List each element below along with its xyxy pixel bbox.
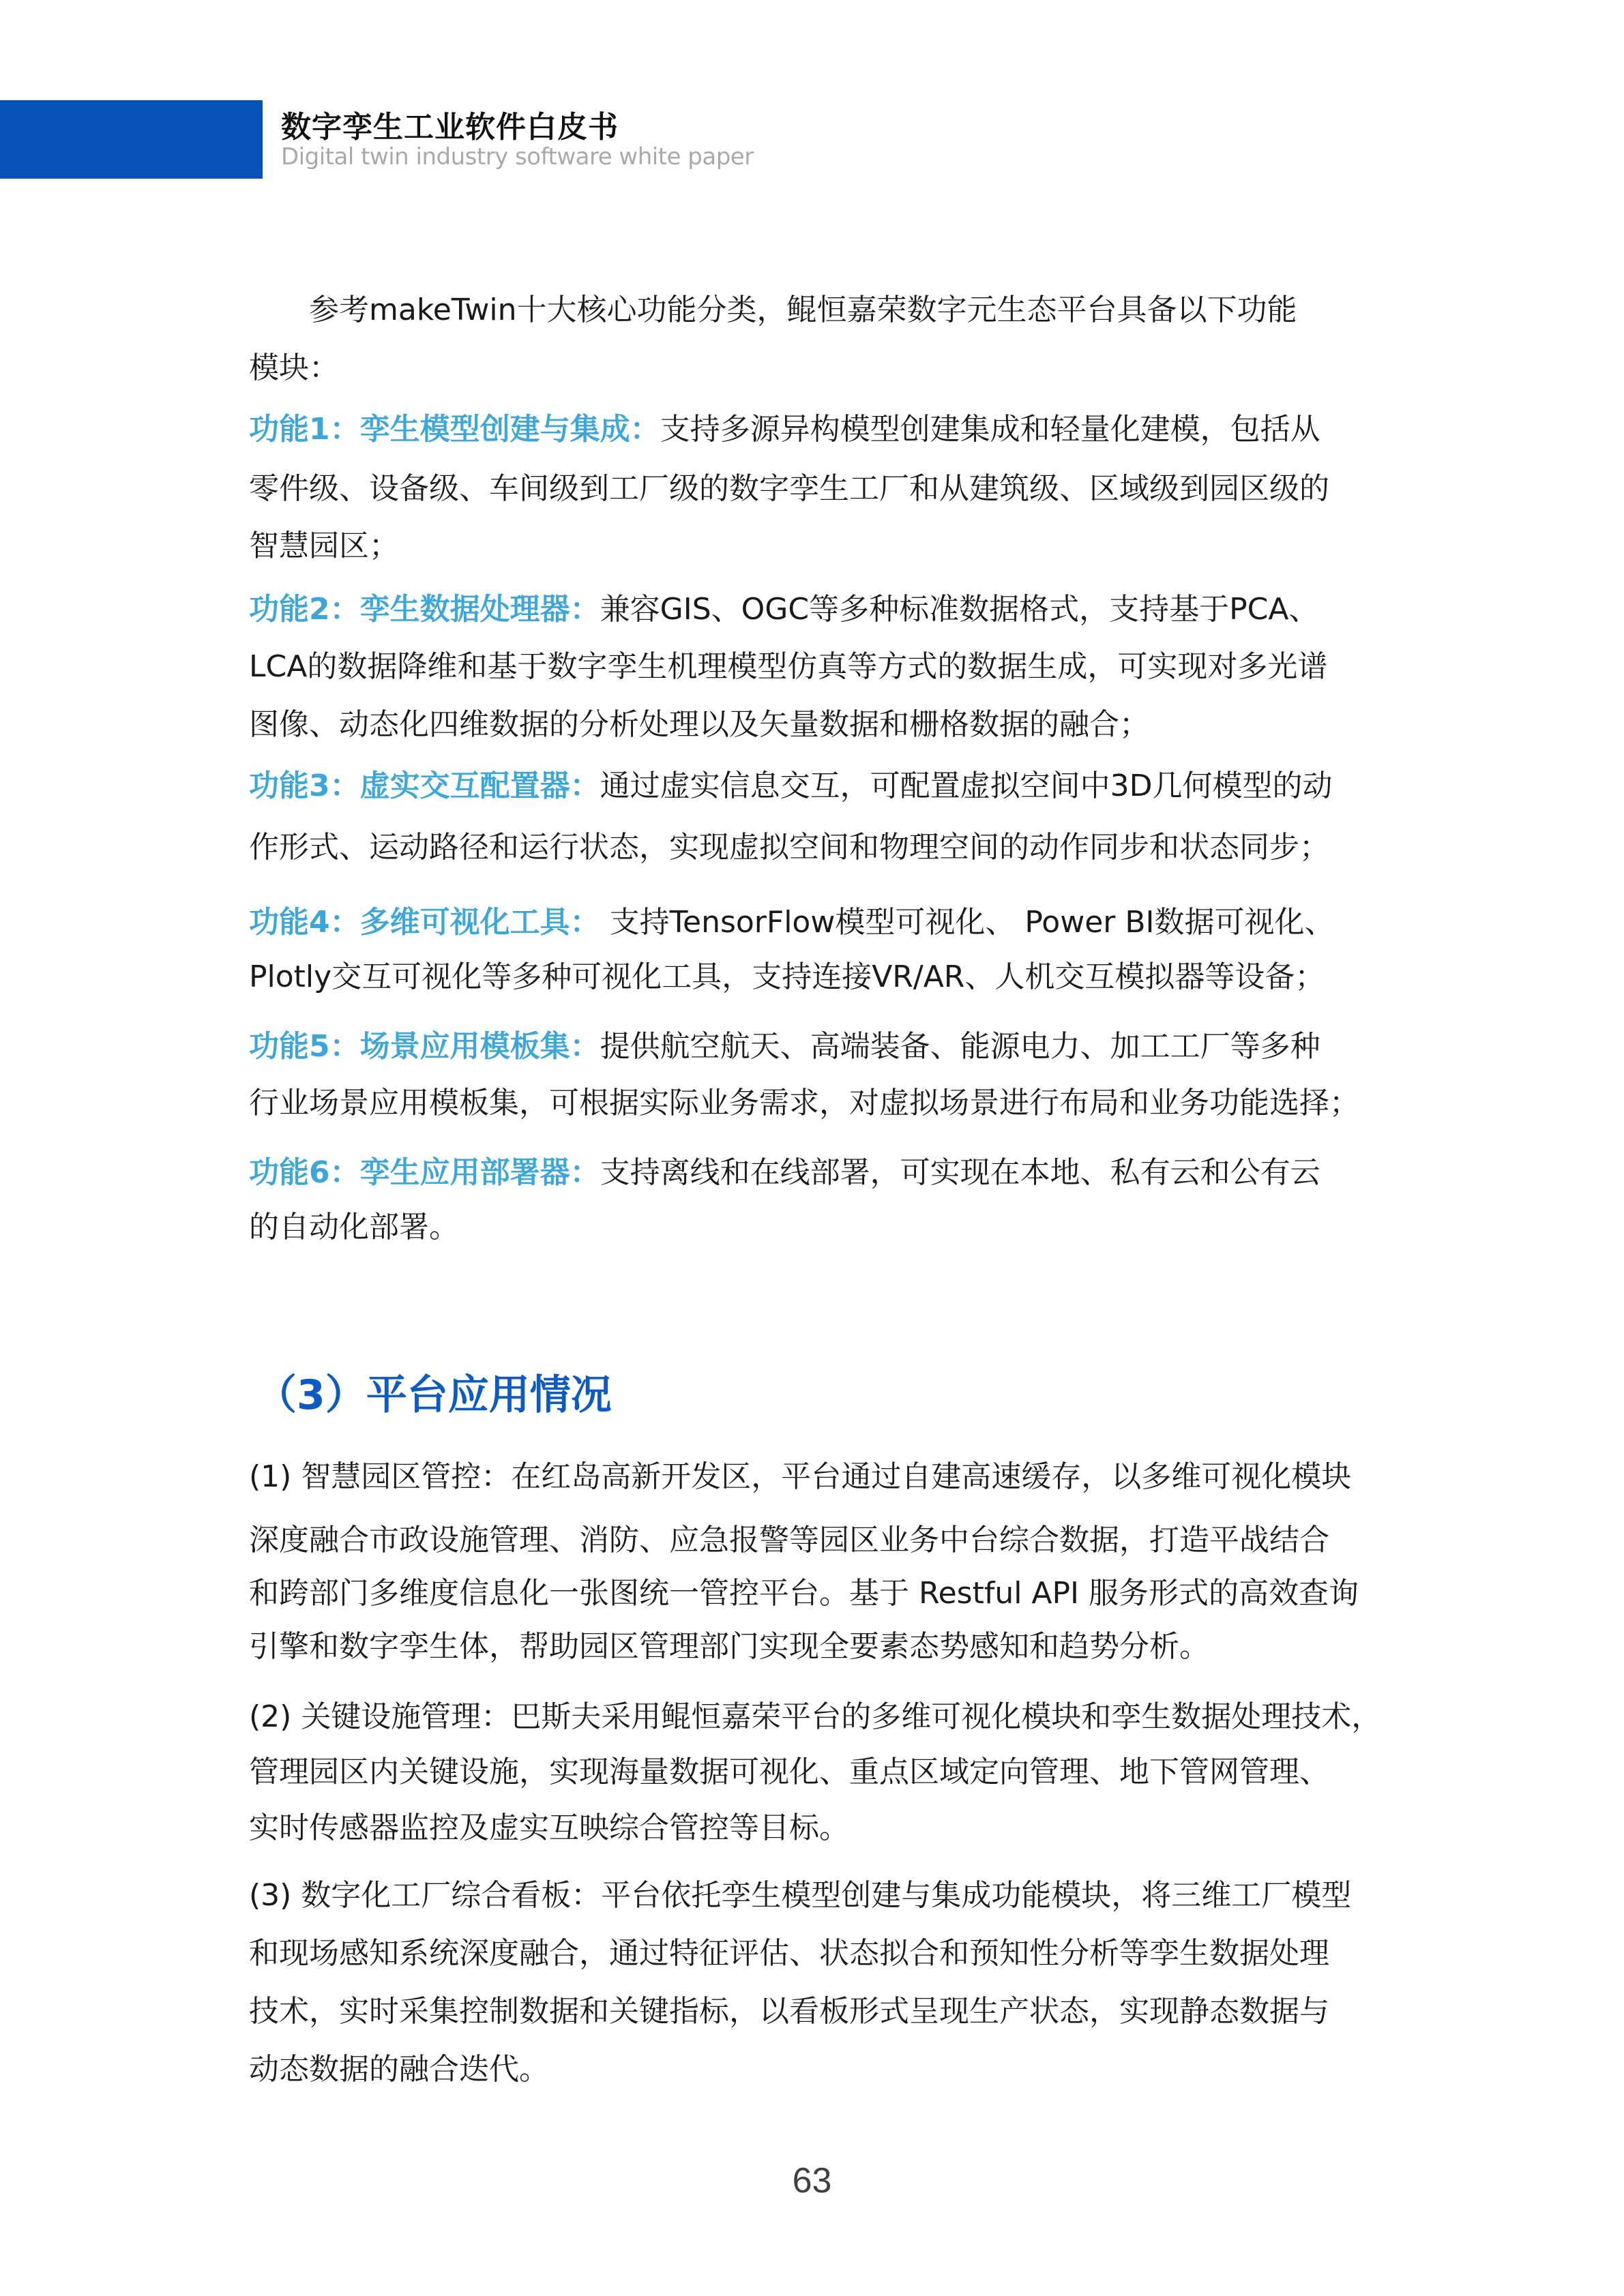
intro-line: 参考makeTwin十大核心功能分类，鲲恒嘉荣数字元生态平台具备以下功能 (249, 293, 1297, 327)
function-text: 支持TensorFlow模型可视化、 Power BI数据可视化、 (600, 905, 1335, 940)
function-label: 功能4：多维可视化工具： (249, 905, 600, 940)
application-line: (2) 关键设施管理：巴斯夫采用鲲恒嘉荣平台的多维可视化模块和孪生数据处理技术， (249, 1699, 1382, 1734)
function-line: 作形式、运动路径和运行状态，实现虚拟空间和物理空间的动作同步和状态同步； (249, 830, 1329, 865)
function-line (249, 766, 1333, 807)
function-label: 功能5：场景应用模板集： (249, 1029, 600, 1064)
function-text: 支持离线和在线部署，可实现在本地、私有云和公有云 (600, 1155, 1320, 1190)
function-line (249, 409, 1320, 450)
intro-line: 模块： (249, 351, 339, 385)
application-line: 和现场感知系统深度融合，通过特征评估、状态拟合和预知性分析等孪生数据处理 (249, 1936, 1329, 1971)
function-line: LCA的数据降维和基于数字孪生机理模型仿真等方式的数据生成，可实现对多光谱 (249, 649, 1328, 684)
header-accent-bar (0, 100, 263, 179)
application-line: 深度融合市政设施管理、消防、应急报警等园区业务中台综合数据，打造平战结合 (249, 1523, 1329, 1557)
function-text: 兼容GIS、OGC等多种标准数据格式，支持基于PCA、 (600, 592, 1319, 627)
function-line: 图像、动态化四维数据的分析处理以及矢量数据和栅格数据的融合； (249, 707, 1149, 742)
application-line: 和跨部门多维度信息化一张图统一管控平台。基于 Restful API 服务形式的高效查询 (249, 1576, 1359, 1611)
function-line: Plotly交互可视化等多种可视化工具，支持连接VR/AR、人机交互模拟器等设备； (249, 959, 1325, 994)
function-line (249, 1152, 1320, 1193)
application-line: 技术，实时采集控制数据和关键指标，以看板形式呈现生产状态，实现静态数据与 (249, 1994, 1329, 2029)
document-subtitle: Digital twin industry software white paper (281, 143, 754, 170)
function-line: 的自动化部署。 (249, 1210, 459, 1244)
application-line: (1) 智慧园区管控：在红岛高新开发区，平台通过自建高速缓存，以多维可视化模块 (249, 1459, 1352, 1494)
document-title: 数字孪生工业软件白皮书 (281, 110, 619, 145)
function-label: 功能3：虚实交互配置器： (249, 769, 600, 803)
function-line (249, 1026, 1320, 1067)
function-line: 行业场景应用模板集，可根据实际业务需求，对虚拟场景进行布局和业务功能选择； (249, 1086, 1359, 1120)
function-label: 功能2：孪生数据处理器： (249, 592, 600, 627)
function-text: 支持多源异构模型创建集成和轻量化建模，包括从 (660, 412, 1320, 447)
section-heading: （3）平台应用情况 (256, 1371, 612, 1419)
application-line: (3) 数字化工厂综合看板：平台依托孪生模型创建与集成功能模块，将三维工厂模型 (249, 1878, 1352, 1913)
application-line: 动态数据的融合迭代。 (249, 2052, 549, 2087)
function-line (249, 902, 1335, 943)
function-line (249, 589, 1318, 630)
application-line: 管理园区内关键设施，实现海量数据可视化、重点区域定向管理、地下管网管理、 (249, 1755, 1329, 1789)
function-text: 通过虚实信息交互，可配置虚拟空间中3D几何模型的动 (600, 769, 1333, 803)
function-label: 功能1：孪生模型创建与集成： (249, 412, 660, 447)
function-line: 零件级、设备级、车间级到工厂级的数字孪生工厂和从建筑级、区域级到园区级的 (249, 471, 1329, 506)
function-text: 提供航空航天、高端装备、能源电力、加工工厂等多种 (600, 1029, 1320, 1064)
page-number: 63 (792, 2161, 832, 2201)
function-line: 智慧园区； (249, 528, 399, 563)
application-line: 实时传感器监控及虚实互映综合管控等目标。 (249, 1810, 849, 1845)
application-line: 引擎和数字孪生体，帮助园区管理部门实现全要素态势感知和趋势分析。 (249, 1629, 1209, 1664)
function-label: 功能6：孪生应用部署器： (249, 1155, 600, 1190)
